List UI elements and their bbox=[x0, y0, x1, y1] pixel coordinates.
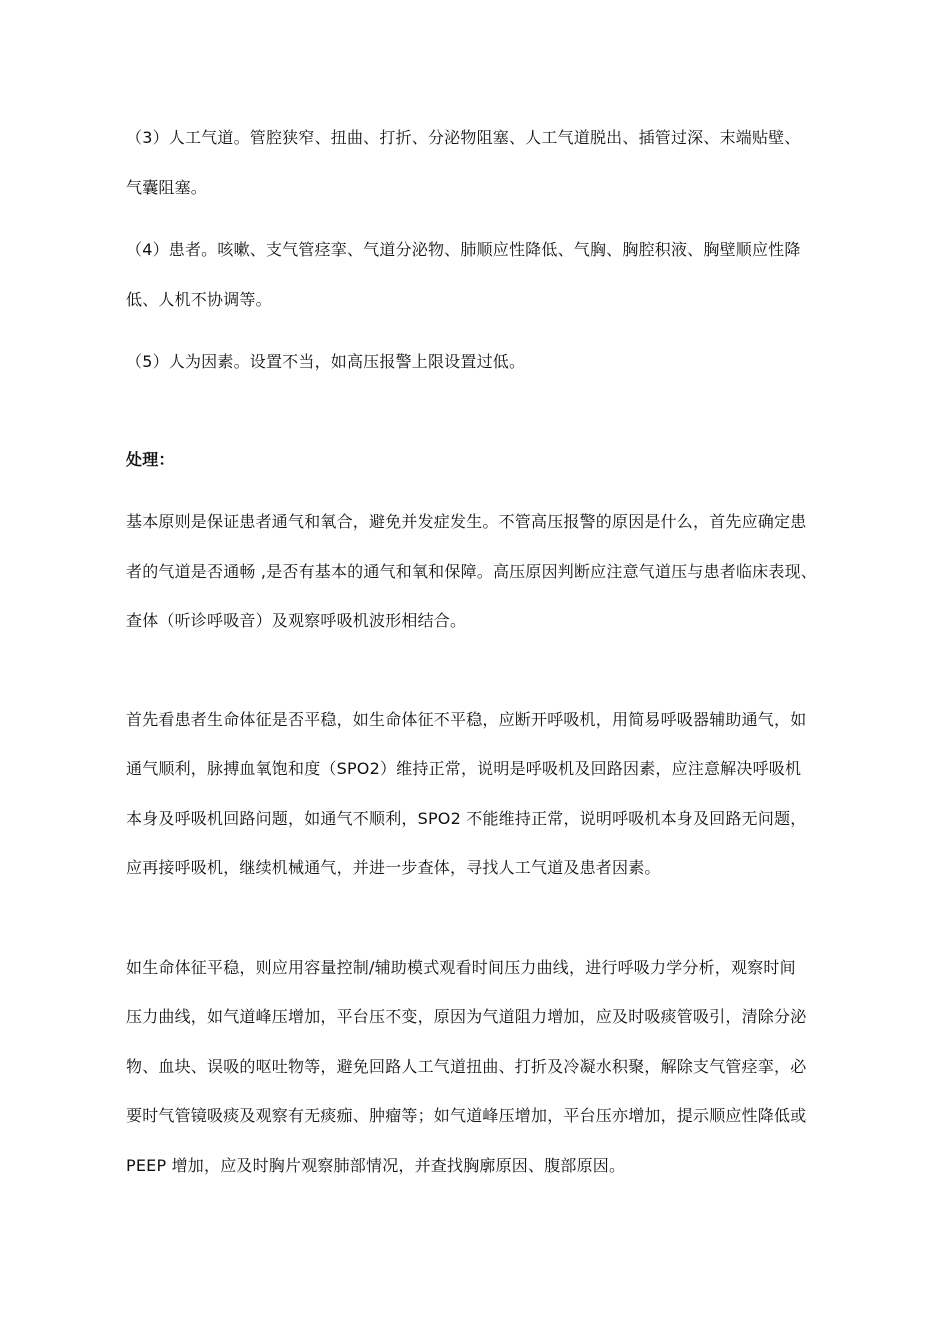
cause-3-line-1: （3）人工气道。管腔狭窄、扭曲、打折、分泌物阻塞、人工气道脱出、插管过深、末端贴壁、 bbox=[126, 128, 801, 147]
paragraph-1-line-1: 基本原则是保证患者通气和氧合，避免并发症发生。不管高压报警的原因是什么，首先应确定患 bbox=[126, 512, 807, 531]
paragraph-2-line-2: 通气顺利，脉搏血氧饱和度（SPO2）维持正常，说明是呼吸机及回路因素，应注意解决呼吸机 bbox=[126, 759, 802, 778]
paragraph-2-line-4: 应再接呼吸机，继续机械通气，并进一步查体，寻找人工气道及患者因素。 bbox=[126, 858, 661, 877]
paragraph-3-line-2: 压力曲线，如气道峰压增加，平台压不变，原因为气道阻力增加，应及时吸痰管吸引，清除分泌 bbox=[126, 1007, 807, 1026]
cause-5-line: （5）人为因素。设置不当，如高压报警上限设置过低。 bbox=[126, 352, 526, 371]
paragraph-3-line-5: PEEP 增加，应及时胸片观察肺部情况，并查找胸廓原因、腹部原因。 bbox=[126, 1156, 626, 1175]
paragraph-2-line-1: 首先看患者生命体征是否平稳，如生命体征不平稳，应断开呼吸机，用简易呼吸器辅助通气，如 bbox=[126, 710, 807, 729]
cause-3-line-2: 气囊阻塞。 bbox=[126, 178, 208, 197]
cause-4-line-2: 低、人机不协调等。 bbox=[126, 290, 272, 309]
paragraph-1-line-3: 查体（听诊呼吸音）及观察呼吸机波形相结合。 bbox=[126, 611, 467, 630]
section-heading: 处理： bbox=[126, 450, 175, 469]
paragraph-3-line-1: 如生命体征平稳，则应用容量控制/辅助模式观看时间压力曲线，进行呼吸力学分析，观察时间 bbox=[126, 958, 796, 977]
paragraph-1-line-2: 者的气道是否通畅 ,是否有基本的通气和氧和保障。高压原因判断应注意气道压与患者临床表现、 bbox=[126, 562, 817, 581]
paragraph-3-line-3: 物、血块、误吸的呕吐物等，避免回路人工气道扭曲、打折及冷凝水积聚，解除支气管痉挛，必 bbox=[126, 1057, 807, 1076]
paragraph-2-line-3: 本身及呼吸机回路问题，如通气不顺利，SPO2 不能维持正常，说明呼吸机本身及回路无问题， bbox=[126, 809, 807, 828]
paragraph-3-line-4: 要时气管镜吸痰及观察有无痰痂、肿瘤等；如气道峰压增加，平台压亦增加，提示顺应性降低或 bbox=[126, 1106, 807, 1125]
cause-4-line-1: （4）患者。咳嗽、支气管痉挛、气道分泌物、肺顺应性降低、气胸、胸腔积液、胸壁顺应性降 bbox=[126, 240, 801, 259]
